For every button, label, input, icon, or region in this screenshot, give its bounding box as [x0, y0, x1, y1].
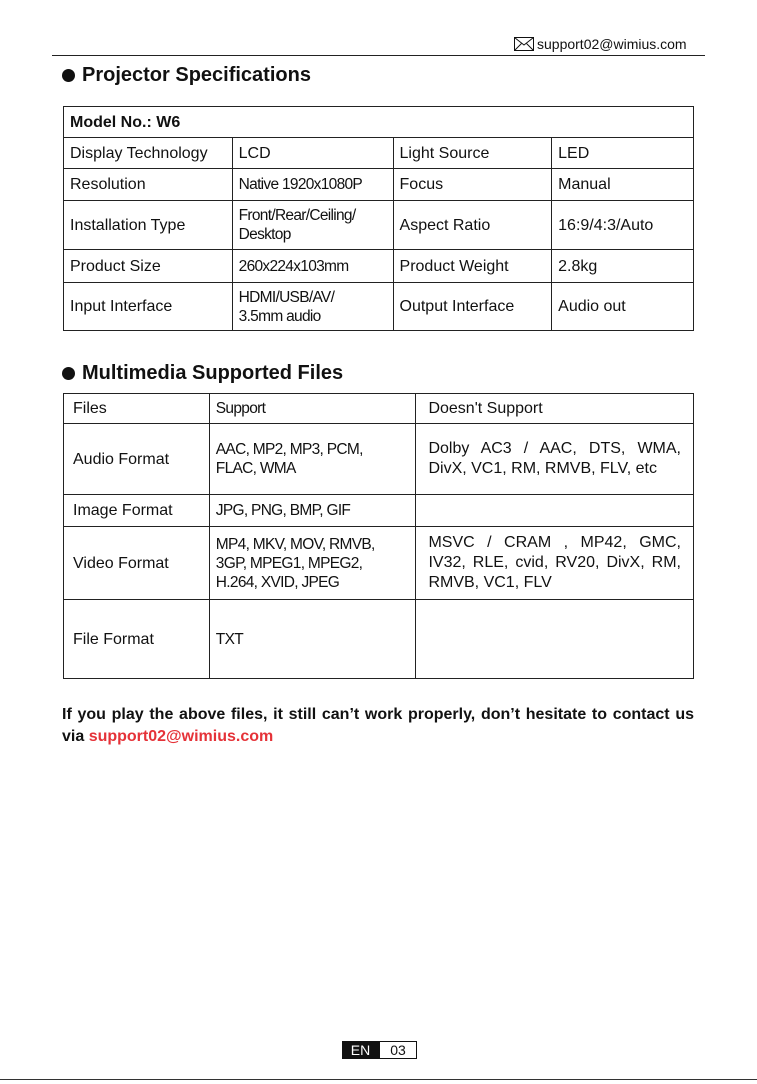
- spec-value: LED: [552, 138, 694, 169]
- spec-value: HDMI/USB/AV/ 3.5mm audio: [232, 283, 393, 331]
- unsupported-formats: Dolby AC3 / AAC, DTS, WMA, DivX, VC1, RM, RMVB, FLV, etc: [416, 424, 694, 495]
- spec-label: Product Size: [64, 250, 233, 283]
- header-email-text: support02@wimius.com: [537, 36, 687, 52]
- spec-label: Display Technology: [64, 138, 233, 169]
- table-row: [64, 495, 694, 527]
- file-type: Video Format: [64, 527, 210, 600]
- bullet-icon: [62, 69, 75, 82]
- footer-divider: [0, 1079, 757, 1080]
- table-row: [64, 169, 694, 201]
- supported-formats: AAC, MP2, MP3, PCM, FLAC, WMA: [209, 424, 416, 495]
- multimedia-title-text: Multimedia Supported Files: [82, 362, 344, 384]
- table-row: [64, 201, 694, 250]
- unsupported-formats: [416, 495, 694, 527]
- spec-value: Manual: [552, 169, 694, 201]
- unsupported-formats: MSVC / CRAM , MP42, GMC, IV32, RLE, cvid, RV20, DivX, RM, RMVB, VC1, FLV: [416, 527, 694, 600]
- mail-icon: [514, 37, 534, 51]
- file-type: Image Format: [64, 495, 210, 527]
- col-header-files: Files: [64, 394, 210, 424]
- spec-label: Installation Type: [64, 201, 233, 250]
- specs-title: [62, 64, 311, 87]
- spec-label: Light Source: [393, 138, 552, 169]
- spec-value: Front/Rear/Ceiling/ Desktop: [232, 201, 393, 250]
- table-row: [64, 283, 694, 331]
- bullet-icon: [62, 367, 75, 380]
- supported-formats: JPG, PNG, BMP, GIF: [209, 495, 416, 527]
- unsupported-formats: [416, 600, 694, 679]
- page-indicator: [342, 1041, 417, 1059]
- spec-label: Focus: [393, 169, 552, 201]
- header-email: [514, 36, 687, 52]
- spec-label: Aspect Ratio: [393, 201, 552, 250]
- table-row: [64, 424, 694, 495]
- supported-formats: MP4, MKV, MOV, RMVB, 3GP, MPEG1, MPEG2, H.264, XVID, JPEG: [209, 527, 416, 600]
- page-number: 03: [379, 1041, 417, 1059]
- table-row: [64, 138, 694, 169]
- file-type: File Format: [64, 600, 210, 679]
- file-type: Audio Format: [64, 424, 210, 495]
- spec-label: Resolution: [64, 169, 233, 201]
- specs-table: [63, 106, 694, 331]
- spec-value: 260x224x103mm: [232, 250, 393, 283]
- spec-label: Output Interface: [393, 283, 552, 331]
- col-header-support: Support: [209, 394, 416, 424]
- support-email-link[interactable]: support02@wimius.com: [88, 728, 274, 745]
- notice-text: If you play the above files, it still can’t work properly, don’t hesitate to contact us via: [62, 706, 694, 745]
- support-notice: [62, 704, 694, 748]
- table-row: [64, 250, 694, 283]
- spec-value: 16:9/4:3/Auto: [552, 201, 694, 250]
- table-row: [64, 600, 694, 679]
- multimedia-title: [62, 362, 343, 385]
- language-badge: EN: [342, 1041, 379, 1059]
- spec-label: Input Interface: [64, 283, 233, 331]
- multimedia-table: [63, 393, 694, 679]
- spec-value: Audio out: [552, 283, 694, 331]
- spec-label: Product Weight: [393, 250, 552, 283]
- model-number: Model No.: W6: [64, 107, 694, 138]
- table-row: [64, 527, 694, 600]
- spec-value: LCD: [232, 138, 393, 169]
- spec-value: Native 1920x1080P: [232, 169, 393, 201]
- table-header-row: [64, 394, 694, 424]
- col-header-not-support: Doesn't Support: [416, 394, 694, 424]
- header-divider: [52, 55, 705, 56]
- spec-value: 2.8kg: [552, 250, 694, 283]
- specs-title-text: Projector Specifications: [82, 64, 311, 86]
- supported-formats: TXT: [209, 600, 416, 679]
